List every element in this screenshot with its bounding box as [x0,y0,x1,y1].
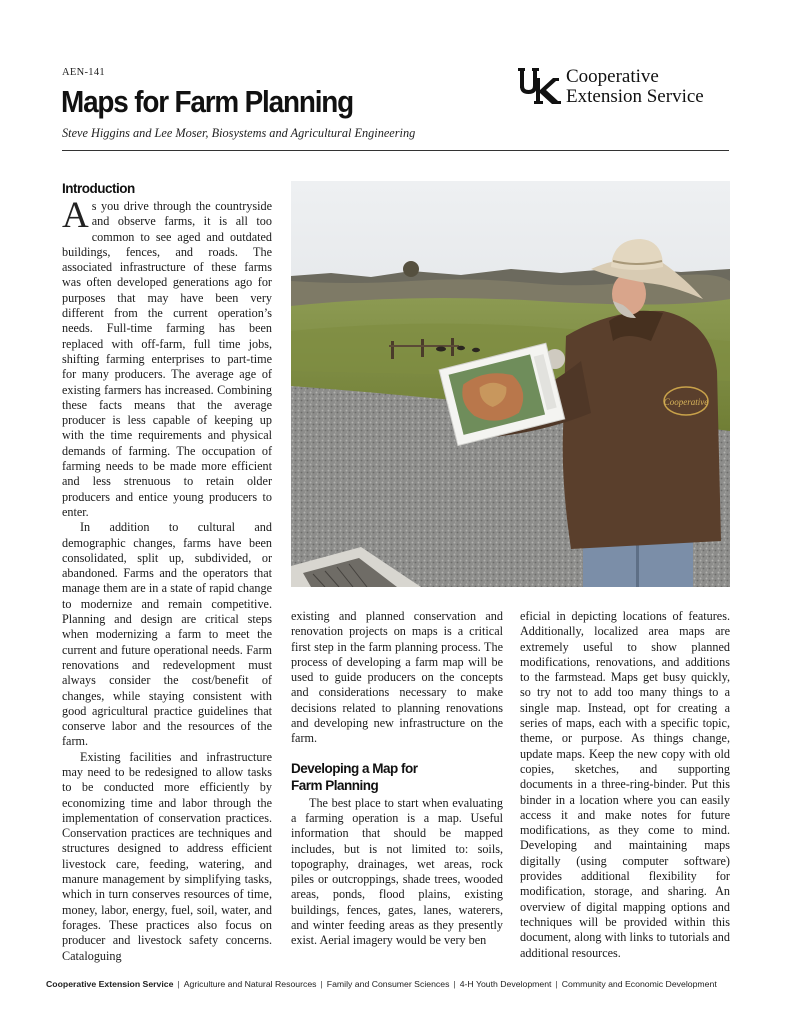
footer-program: Community and Economic Development [561,979,717,989]
footer-org: Cooperative Extension Service [46,979,174,989]
farmer-holding-map-photo [291,181,730,587]
column-2 [291,609,503,949]
section2-paragraph-1-continued: eficial in depicting locations of features. Additionally, localized area maps are extremely useful to show planned modifications, renovations, and additions to the farmstead. Maps get busy quickly, so try not to add too many things to a single map. Instead, opt for creating a series of maps, each with a specific topic, theme, or purpose. As things change, update maps. Keep the new copy with old copies, sketches, and supporting documents in a three-ring-binder. Put this binder in a location where you can easily access it and make notes for future modifications, as they come to mind. Developing and maintaining maps digitally (using computer software) provides additional flexibility for modification, storage, and sharing. An overview of digital mapping options and techniques will be provided within this document, along with links to tutorials and additional resources. [520,609,730,960]
section-heading-line-1: Developing a Map for [291,760,418,776]
document-authors: Steve Higgins and Lee Moser, Biosystems and Agricultural Engineering [62,126,416,140]
drop-cap: A [62,195,89,236]
footer-program: Agriculture and Natural Resources [183,979,317,989]
photo-illustration [291,181,730,587]
logo-text-extension-service: Extension Service [566,86,704,107]
column-3 [520,609,730,961]
header-divider [62,150,729,151]
column-1 [62,180,272,964]
intro-paragraph-1-text: s you drive through the countryside and observe farms, it is all too common to see aged and outdated buildings, fences, and roads. The associated infrastructure of these farms was often developed generations ago for purposes that may have been very different from the current operation’s needs. Full-time farming has been replaced with off-farm, full time jobs, shifting farming enterprises to part-time for many producers. The average age of existing farmers has increased. Combining these facts means that the average producer is less capable of keeping up with the time requirements and physical demands of farming. The occupation of farming needs to be made more efficient and less strenuous to retain older producers and entice young producers to enter. [62,199,272,519]
document-id: AEN-141 [62,67,105,78]
jacket-logo-text: Cooperative [663,397,709,407]
document-title: Maps for Farm Planning [61,84,354,119]
footer-program: Family and Consumer Sciences [326,979,450,989]
uk-logo-icon [517,68,563,104]
intro-paragraph-2: In addition to cultural and demographic changes, farms have been consolidated, split up, subdivided, or abandoned. Farms and the operators that manage them are in a state of rapid change to modernize and remain competitive. Planning and design are critical steps when modernizing a farm to meet the current and future operational needs. Farm renovations and redevelopment must always consider the cost/benefit of changes, while staying consistent with good agricultural practice guidelines that conserve labor and the resources of the farm. [62,520,272,749]
footer-program-list: Cooperative Extension Service | Agriculture and Natural Resources | Family and Consumer Sciences | 4-H Youth Development | Community and Economic Development [46,979,717,989]
section-heading-developing-map [291,760,503,794]
footer-program: 4-H Youth Development [459,979,552,989]
section-heading-introduction: Introduction [62,181,135,196]
section-heading-line-2: Farm Planning [291,777,379,793]
section2-paragraph-1: The best place to start when evaluating a farming operation is a map. Useful information that should be mapped includes, but is not limited to: soils, topography, drainages, wet areas, rock piles or outcroppings, shade trees, wooded areas, ponds, flood plains, existing buildings, fences, gates, lanes, waterers, and winter feeding areas as they presently exist. Aerial imagery would be very ben [291,795,503,948]
uk-extension-logo [517,66,731,106]
intro-paragraph-3: Existing facilities and infrastructure may need to be redesigned to allow tasks to be conducted more efficiently by economizing time and labor through the implementation of conservation practices. Conservation practices are techniques and structures designed to address efficient livestock care, feeding, watering, and manure management by simplifying tasks, which in turn conserves resources of time, money, labor, energy, fuel, soil, water, and forages. These practices also focus on producer and livestock safety concerns. Cataloguing [62,749,272,963]
intro-paragraph-1 [62,195,272,520]
logo-text-cooperative: Cooperative [566,66,659,87]
intro-paragraph-3-continued: existing and planned conservation and renovation projects on maps is a critical first step in the farm planning process. The process of developing a farm map will be used to guide producers on the concepts and considerations necessary to make decisions related to planning renovations and developing new infrastructure on the farm. [291,609,503,746]
